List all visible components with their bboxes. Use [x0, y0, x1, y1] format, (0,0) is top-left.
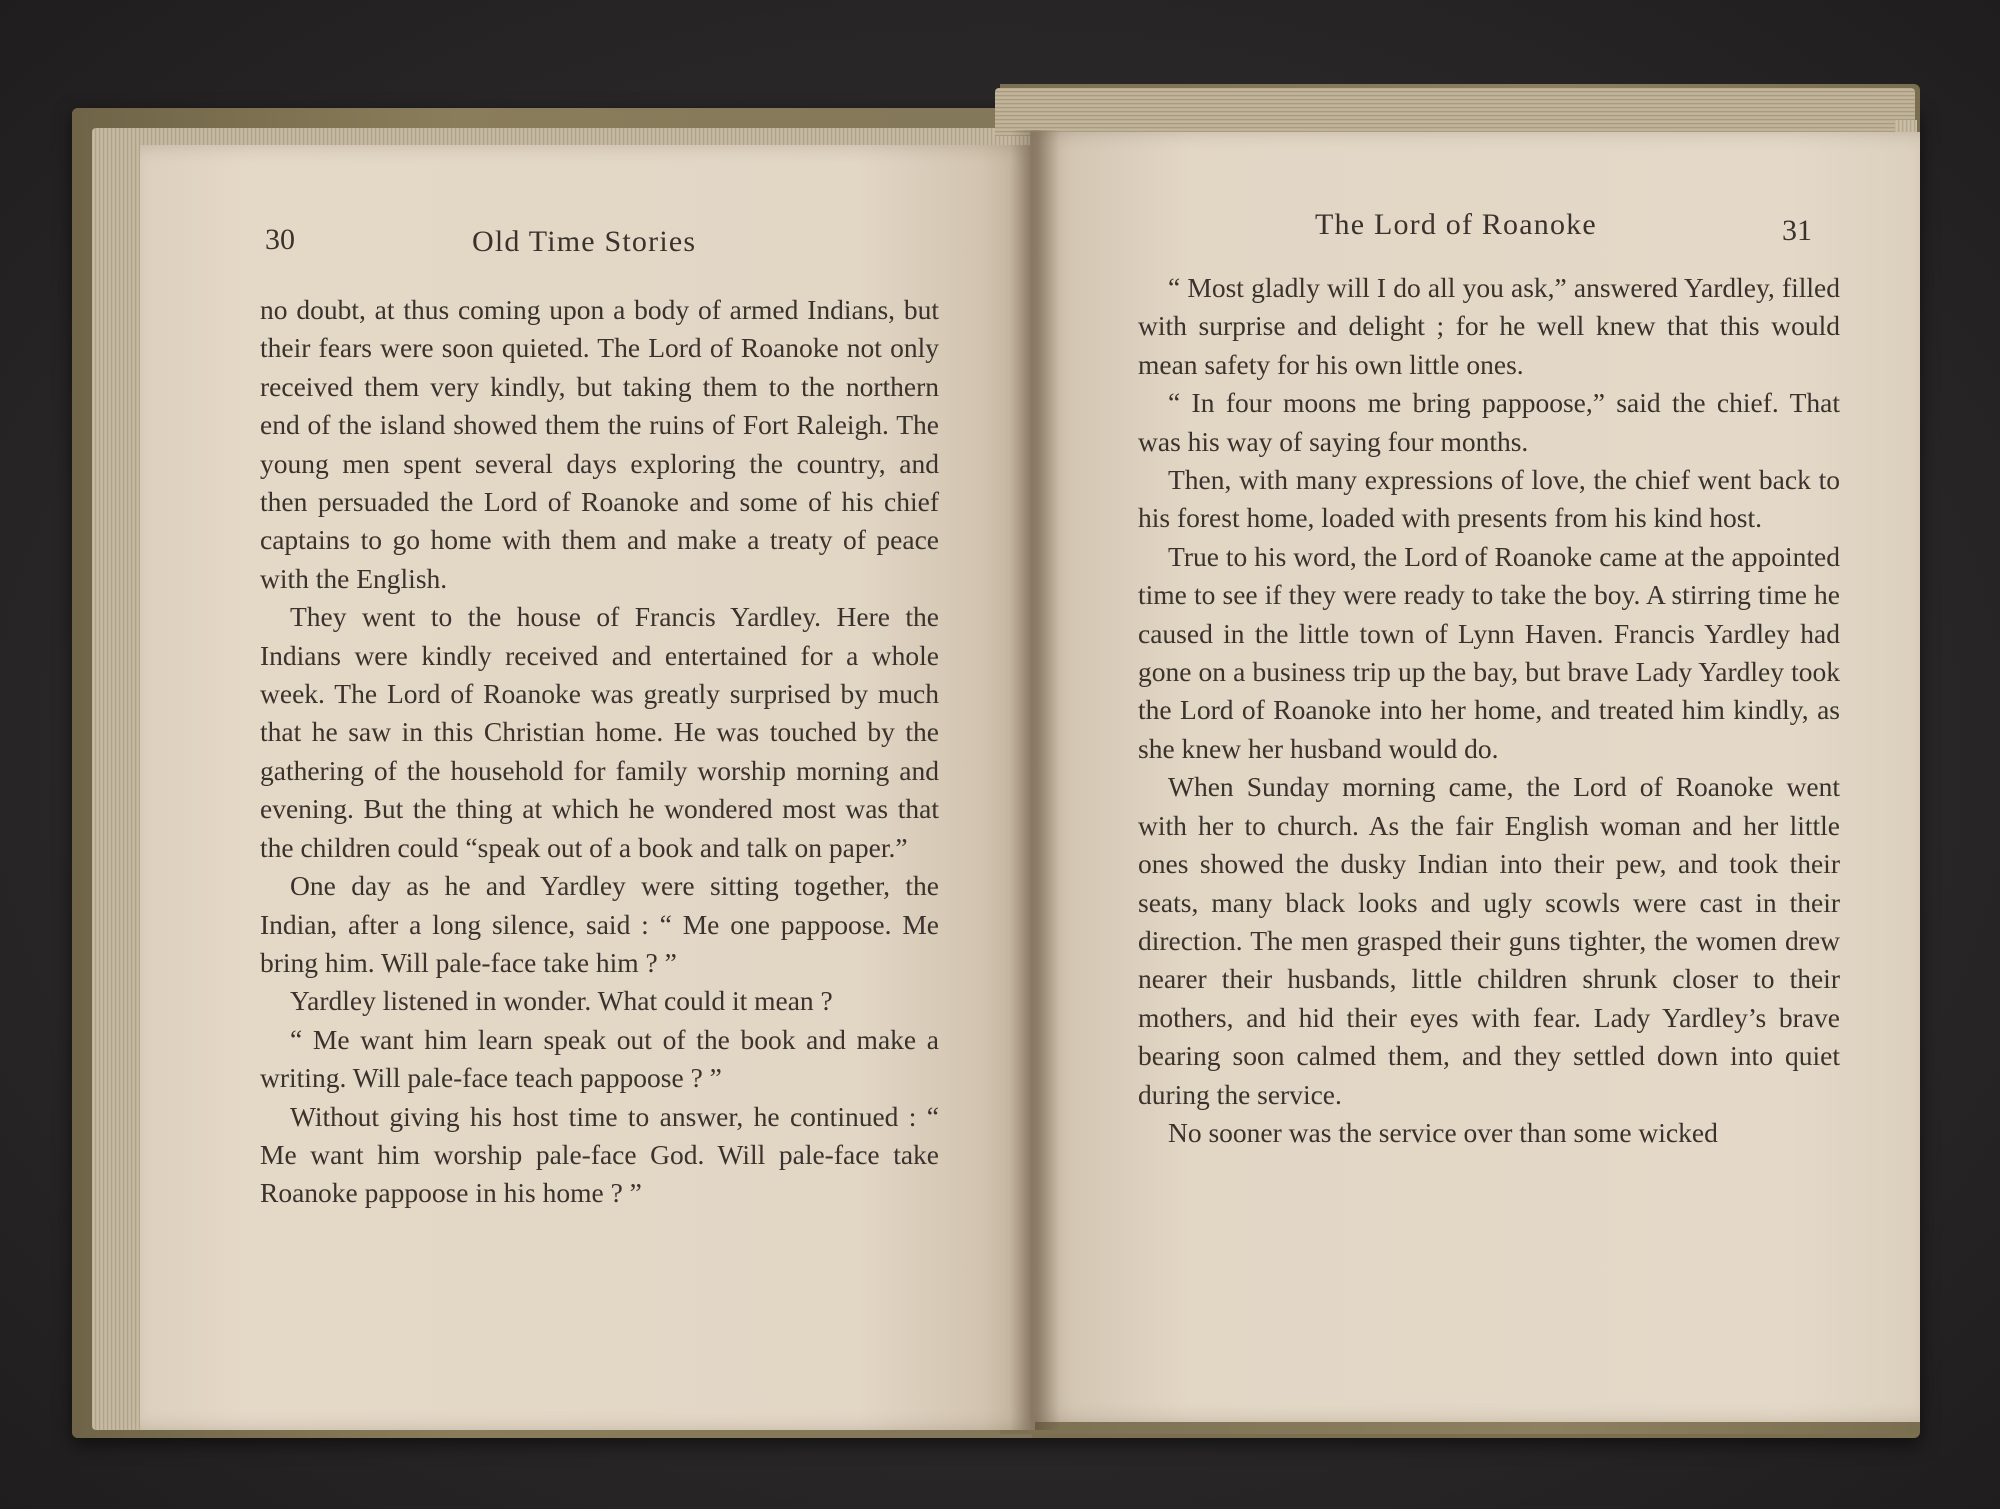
paragraph: Then, with many expressions of love, the chief went back to his forest home, loaded with presents from his kind host.: [1138, 464, 1840, 534]
right-running-head: The Lord of Roanoke: [1315, 208, 1597, 241]
paragraph: No sooner was the service over than some wicked: [1168, 1116, 1718, 1148]
paragraph: “ In four moons me bring pappoose,” said the chief. That was his way of saying four months.: [1138, 387, 1840, 457]
left-page-text: [260, 291, 939, 1213]
page-edges-top-right: [995, 88, 1915, 136]
right-page-number: 31: [1782, 214, 1812, 247]
paragraph: “ Most gladly will I do all you ask,” answered Yardley, filled with surprise and delight ; for he well knew that this would mean safety for his own little ones.: [1138, 272, 1840, 380]
paragraph: One day as he and Yardley were sitting together, the Indian, after a long silence, said : “ Me one pappoose. Me bring him. Will pale-face take him ? ”: [260, 870, 939, 978]
paragraph: Yardley listened in wonder. What could it mean ?: [290, 985, 833, 1017]
paragraph: no doubt, at thus coming upon a body of armed Indians, but their fears were soon quieted. The Lord of Roanoke not only received them very kindly, but taking them to the northern end of the island showed them the ruins of Fort Raleigh. The young men spent several days exploring the country, and then persuaded the Lord of Roanoke and some of his chief captains to go home with them and make a treaty of peace with the English.: [260, 294, 939, 594]
right-page-text: [1138, 269, 1840, 1152]
gutter-shadow: [1010, 130, 1060, 1430]
paragraph: They went to the house of Francis Yardley. Here the Indians were kindly received and entertained for a whole week. The Lord of Roanoke was greatly surprised by much that he saw in this Christian home. He was touched by the gathering of the household for family worship morning and evening. But the thing at which he wondered most was that the children could “speak out of a book and talk on paper.”: [260, 601, 939, 863]
left-page: [140, 145, 1035, 1430]
left-running-head: Old Time Stories: [472, 225, 697, 258]
left-page-number: 30: [265, 223, 295, 256]
paragraph: True to his word, the Lord of Roanoke came at the appointed time to see if they were ready to take the boy. A stirring time he caused in the little town of Lynn Haven. Francis Yardley had gone on a business trip up the bay, but brave Lady Yardley took the Lord of Roanoke into her home, and treated him kindly, as she knew her husband would do.: [1138, 540, 1840, 764]
paragraph: Without giving his host time to answer, he continued : “ Me want him worship pale-face God. Will pale-face take Roanoke pappoose in his home ? ”: [260, 1100, 939, 1209]
paragraph: When Sunday morning came, the Lord of Roanoke went with her to church. As the fair English woman and her little ones showed the dusky Indian into their pew, and took their seats, many black looks and ugly scowls were cast in their direction. The men grasped their guns tighter, the women drew nearer their husbands, little children shrunk closer to their mothers, and hid their eyes with fear. Lady Yardley’s brave bearing soon calmed them, and they settled down into quiet during the service.: [1138, 771, 1840, 1110]
paragraph: “ Me want him learn speak out of the book and make a writing. Will pale-face teach pappoose ? ”: [260, 1023, 939, 1094]
right-page: [1030, 132, 1920, 1422]
